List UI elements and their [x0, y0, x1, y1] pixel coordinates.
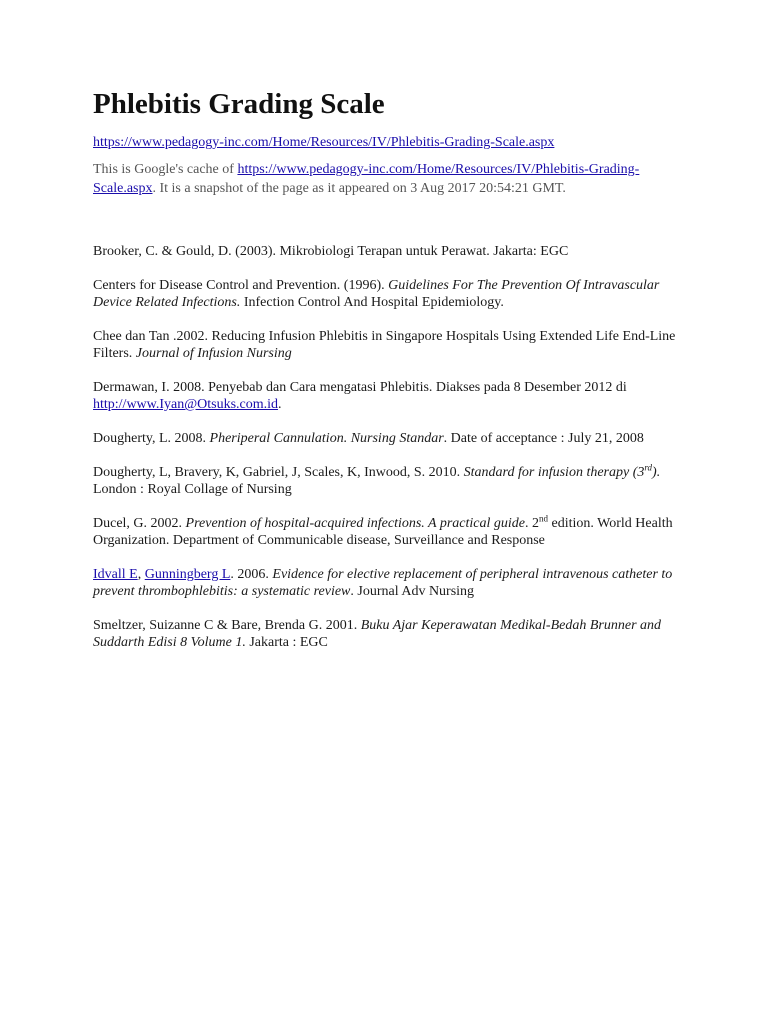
google-cache-note: [93, 160, 683, 198]
reference-text: London : Royal Collage of Nursing: [93, 482, 292, 497]
reference-text: Dermawan, I. 2008. Penyebab dan Cara mengatasi Phlebitis. Diakses pada 8 Desember 2012 di: [93, 380, 627, 395]
cache-note-prefix: This is Google's cache of: [93, 162, 238, 177]
reference-ducel: [93, 515, 683, 549]
reference-text: Chee dan Tan .2002. Reducing Infusion Phlebitis in Singapore Hospitals Using Extended Life End-Line Filters.: [93, 329, 676, 361]
reference-title: [463, 462, 661, 480]
reference-text: . 2: [525, 516, 539, 531]
reference-title: Evidence for elective replacement of peripheral intravenous catheter to prevent thrombophlebitis: a systematic review: [93, 567, 673, 599]
reference-text: Infection Control And Hospital Epidemiology.: [240, 295, 504, 310]
reference-smeltzer: [93, 617, 683, 651]
reference-text: ,: [137, 567, 145, 582]
page-title: Phlebitis Grading Scale: [93, 88, 385, 120]
author-link-gunningberg[interactable]: Gunningberg L: [144, 567, 231, 582]
author-link-idvall[interactable]: Idvall E: [93, 567, 138, 582]
reference-dermawan-link[interactable]: http://www.Iyan@Otsuks.com.id: [93, 397, 279, 412]
reference-title: Buku Ajar Keperawatan Medikal-Bedah Brunner and Suddarth Edisi 8 Volume 1.: [93, 618, 662, 650]
reference-text: Dougherty, L, Bravery, K, Gabriel, J, Scales, K, Inwood, S. 2010.: [93, 465, 464, 480]
reference-text: . Journal Adv Nursing: [350, 584, 475, 599]
reference-dermawan: [93, 379, 683, 413]
reference-journal: Journal of Infusion Nursing: [135, 346, 292, 361]
reference-text: Brooker, C. & Gould, D. (2003). Mikrobiologi Terapan untuk Perawat. Jakarta: EGC: [93, 244, 569, 259]
reference-text: edition. World Health Organization. Department of Communicable disease, Surveillance and Response: [93, 516, 673, 548]
reference-title: Guidelines For The Prevention Of Intravascular Device Related Infections.: [93, 278, 660, 310]
reference-list: [93, 243, 683, 651]
reference-text: Smeltzer, Suizanne C & Bare, Brenda G. 2001.: [93, 618, 361, 633]
cache-note-suffix: . It is a snapshot of the page as it appeared on 3 Aug 2017 20:54:21 GMT.: [152, 181, 566, 196]
reference-superscript: rd: [644, 462, 653, 473]
source-url-link[interactable]: https://www.pedagogy-inc.com/Home/Resources/IV/Phlebitis-Grading-Scale.aspx: [93, 135, 555, 150]
reference-idvall: [93, 566, 683, 600]
cache-note-link[interactable]: https://www.pedagogy-inc.com/Home/Resources/IV/Phlebitis-Grading-Scale.aspx: [93, 162, 640, 196]
reference-text: Centers for Disease Control and Prevention. (1996).: [93, 278, 389, 293]
reference-text: Dougherty, L. 2008.: [93, 431, 210, 446]
reference-title: Pheriperal Cannulation. Nursing Standar: [209, 431, 444, 446]
reference-chee: [93, 328, 683, 362]
reference-dougherty-2008: [93, 430, 683, 447]
reference-title-text: Standard for infusion therapy (3: [463, 465, 645, 480]
reference-text: .: [278, 397, 282, 412]
reference-title-end: ).: [652, 465, 661, 480]
reference-dougherty-2010: [93, 464, 683, 498]
reference-text: Jakarta : EGC: [245, 635, 328, 650]
document-page: [93, 86, 683, 668]
reference-brooker: [93, 243, 683, 260]
reference-text: Ducel, G. 2002.: [93, 516, 186, 531]
source-url-line: [93, 134, 683, 152]
reference-title: Prevention of hospital-acquired infections. A practical guide: [185, 516, 525, 531]
reference-text: . Date of acceptance : July 21, 2008: [443, 431, 644, 446]
reference-superscript: nd: [539, 513, 548, 524]
reference-text: . 2006.: [230, 567, 273, 582]
reference-cdc: [93, 277, 683, 311]
